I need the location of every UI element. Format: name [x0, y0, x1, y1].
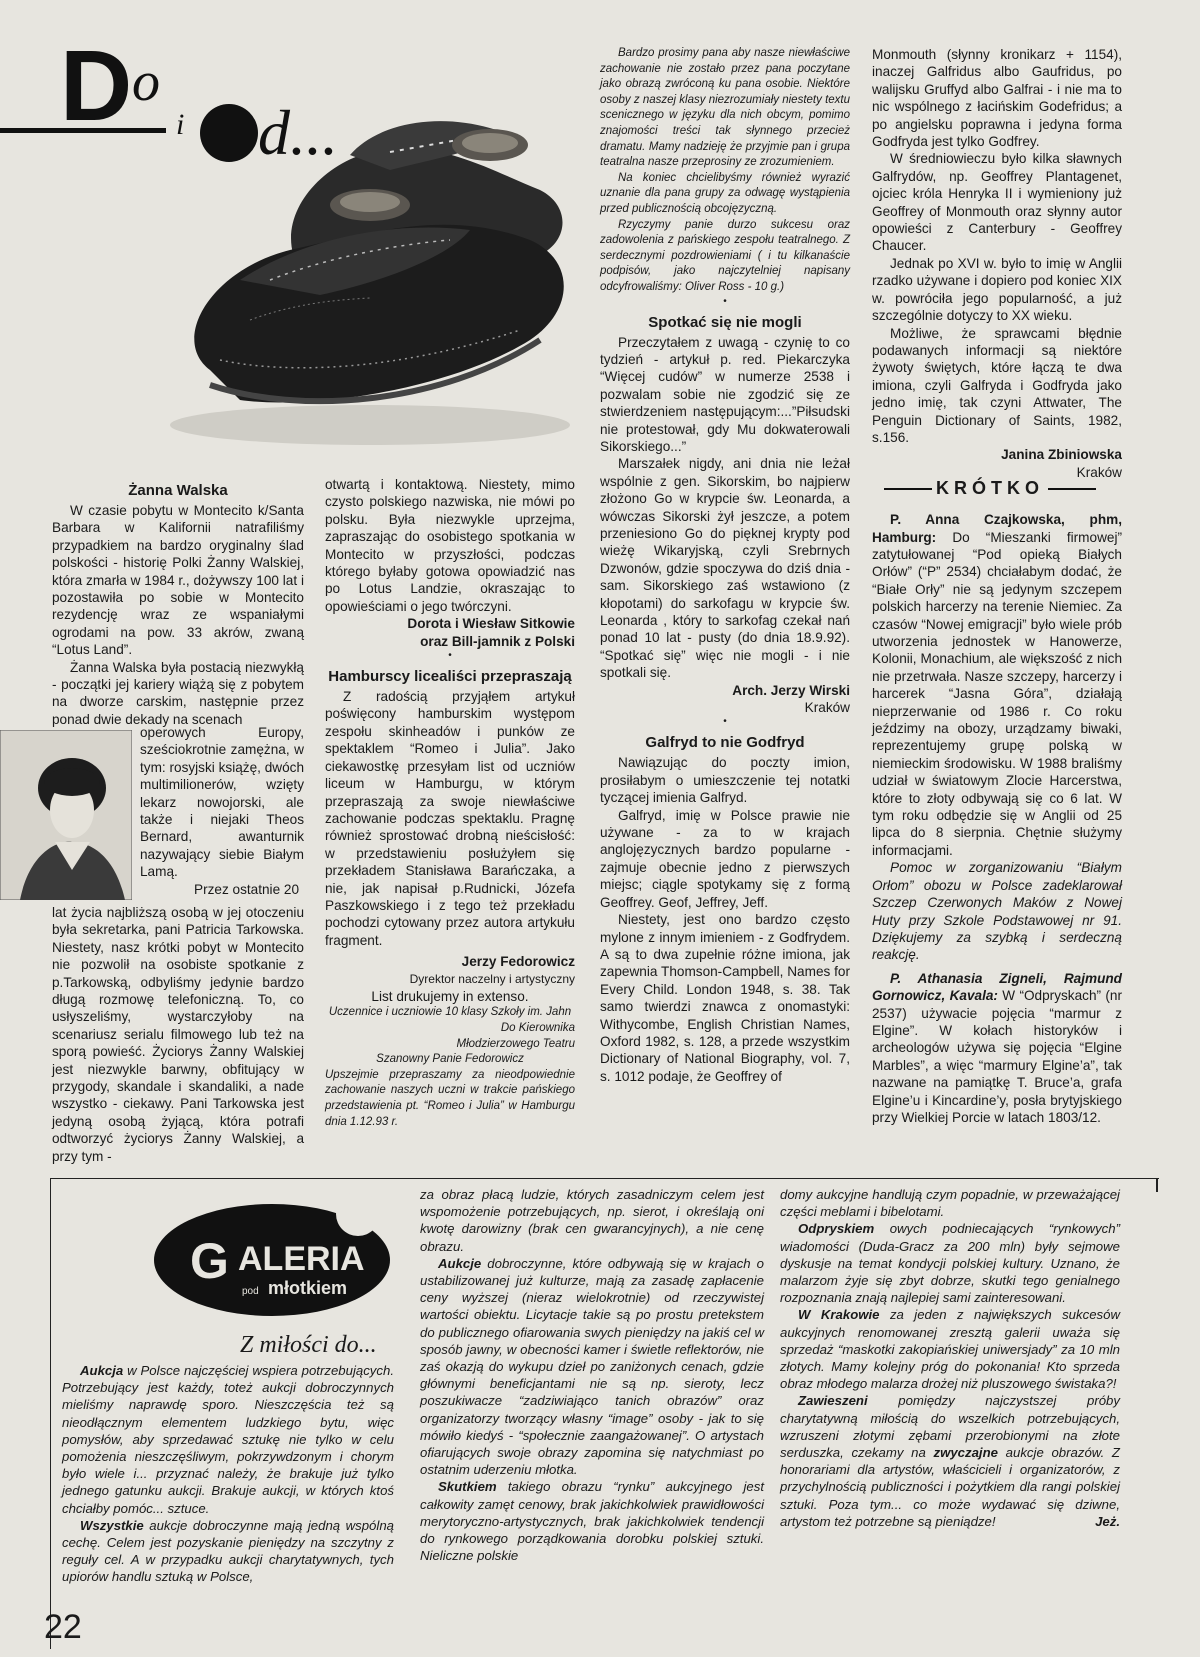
paragraph: otwartą i kontaktową. Niestety, mimo czysto polskiego nazwiska, nie mówi po polsku. Była niezwykle uprzejma, zapraszając do osobistego spotkania w Montecito w przyszłości, podczas którego byłaby gotowa opowiadzić nas po Lotus Landzie, okraszając to opowieściami o jego twórczyni.: [325, 477, 575, 614]
paragraph: w Polsce najczęściej wspiera potrzebujących. Potrzebujący jest każdy, toteż aukcji dobroczynnych mieliśmy naprawdę sporo. Nieszczęścia też są nieodłącznym elementem ludzkiego bytu, więc pomysłów, aby sprzedawać sztukę nie tylko w celu pomożenia nieszczęśliwym, pokrzywdzonym i chorym było wiele i... przyznać należy, że brakuje już tylko jednego gatunku aukcji. Brakuje aukcji, w których ktoś chciałby pomóc... sztuce.: [62, 1363, 394, 1516]
krotko-rule-left: [884, 488, 932, 490]
krotko-text: W “Odpryskach” (nr 2537) używacie pojęcia “marmur z Elgine”. W kołach historyków i archeologów używa się pojęcia “Elgine Marbles”, a więc “marmury Elgine’a”, tak nazwane na pamiątkę T. Bruce’a, grafa Elgine’u i Kincardine’y, posła brytyjskiego przy Wielkiej Porcie w latach 1803/12.: [872, 988, 1122, 1125]
paragraph: Nawiązując do poczty imion, prosiłabym o umieszczenie tej notatki tyczącej imienia Galfryd.: [600, 755, 850, 806]
signature-role: Dyrektor naczelny i artystyczny: [409, 971, 575, 986]
paragraph: za obraz płacą ludzie, których zasadniczym celem jest wspomożenie potrzebujących, np. sierot, i określają oni kwotę darowizny (brak cen gwarancyjnych), a nie cenę obrazu.: [420, 1187, 764, 1254]
paragraph: Galfryd, imię w Polsce prawie nie używane - za to w krajach anglojęzycznych bardzo popularne - zajmuje obecnie jedno z pierwszych miejsc; ciągle spotykamy się z formą Geoffrey. Geof, Jeffrey, Jeff.: [600, 807, 850, 910]
title-letter-i: i: [176, 108, 185, 141]
lead-word: Aukcje: [438, 1255, 482, 1271]
paragraph: za jeden z największych sukcesów aukcyjnych renomowanej zresztą galerii uważa się sprzedaż “maskotki zakopiańskiej uniwersjady” za 10 mln złotych. Mamy kolejny próg do pokonania! Kto sprzeda obraz młodego malarza drożej niż pluszowego świstaka?!: [780, 1307, 1120, 1392]
title-letter-d-ellipsis: d...: [258, 97, 338, 168]
krotko-text: Do “Mieszanki firmowej” zatytułowanej “Pod opieką Białych Orłów” (“P” 2534) chciałabym dodać, że “Białe Orły” nie są jedynym szczepem polskich harcerzy na terenie Niemiec. Za czasów “Nowej emigracji” było wiele prób utworzenia jednostek w Hanowerze, Kolonii, Monachium, ale większość z nich nie przetrwała. Nasze szczepy, harcerzy i harcerek “Jasna Góra”, działają nieprzerwanie od 1986 r. Co roku jeździmy na obozy, urządzamy biwaki, reprezentujemy grupę polską w niemieckim środowisku. W 1988 braliśmy udział w światowym Zlocie Harcerstwa, które to złoty odbywają się co 6 lat. W tym roku odbędzie się w Anglii od 25 lipca do 8 sierpnia. Chętnie służymy informacjami.: [872, 529, 1122, 858]
signature-city: Kraków: [1076, 464, 1122, 480]
signature: Dorota i Wiesław Sitkowie: [407, 616, 575, 632]
heading-spotkac: Spotkać się nie mogli: [648, 313, 802, 331]
column-krotko: [872, 46, 1122, 1126]
emphasis: zwyczajne: [933, 1445, 998, 1461]
paragraph: Z radością przyjąłem artykuł poświęcony hamburskim występom zespołu skinheadów i punków ze spektaklem “Romeo i Julia”. Jako ciekawostkę przesyłam list od uczniów liceum w Hamburgu, w którym przepraszają za swoje niewłaściwe zachowanie podczas spektaklu. Pragnę również sprostować drobną nieścisłość: w przedstawieniu posłużyłem się przekładem Stanisława Barańczaka, a nie, jak napisał p.Rudnicki, Józefa Paszkowskiego i z tego też przekładu pochodzi cytowany przez autora artykułu fragment.: [325, 689, 575, 948]
column-zanna-walska-cont: [52, 904, 304, 1165]
krotko-lead: P. Athanasia Zigneli, Rajmund Gornowicz, Kavala:: [872, 970, 1122, 1004]
krotko-lead: P. Anna Czajkowska, phm, Hamburg:: [872, 512, 1122, 545]
heading-galfryd: Galfryd to nie Godfryd: [645, 734, 805, 752]
lead-word: W Krakowie: [798, 1307, 880, 1323]
logo-aleria: ALERIA: [238, 1240, 365, 1278]
paragraph: Przeczytałem z uwagą - czynię to co tydzień - artykuł p. red. Piekarczyka “Więcej cudów” w numerze 2538 i pozwalam sobie nie zgodzić się ze stwierdzeniem następującym:...”Piłsudski nie protestował, gdy Mu dokwaterowali Sikorskiego...”: [600, 334, 850, 454]
portrait-photo: [0, 730, 132, 900]
letter-line: Do Kierownika: [500, 1021, 575, 1034]
signature: Arch. Jerzy Wirski: [732, 682, 850, 698]
paragraph: dobroczynne, które odbywają się w krajach o ustabilizowanej już kulturze, mają za zasadę zapłacenie ceny wyższej (nieraz wielokrotnie) od rzeczywistej wartości obiektu. Licytacje takie są po prostu pretekstem do publicznego ofiarowania swych pieniędzy na jakiś cel w sposób jawny, w obecności kamer i świetle reflektorów, nie zaś okazją do wykupu dzieł po zaniżonych cenach, gdzie głównymi beneficjantami nie są np. sieroty, lecz poszukiwacze “zadziwiająco tanich obrazów” oraz organizatorzy tworzący własny “image” osoby - jak to się mówiło kiedyś - “społecznie zaangażowanej”. O artystach ofiarujących swoje obrazy zapomina się natychmiast po ostatnim uderzeniu młotka.: [420, 1255, 764, 1478]
column-letters: [600, 46, 850, 1085]
paragraph: Możliwe, że sprawcami błędnie podawanych informacji są niektóre żywoty świętych, które łączą te dwa imiona, czyli Galfryda i Godfryda jako jedno imię, tak czyni Attwater, The Penguin Dictionary of Saints, 1982, s.156.: [872, 325, 1122, 445]
krotko-rule-right: [1048, 488, 1096, 490]
krotko-title: KRÓTKO: [936, 478, 1044, 498]
krotko-header: [870, 478, 1110, 499]
paragraph: W średniowieczu było kilka sławnych Galfrydów, np. Geoffrey Plantagenet, ojciec króla Henryka II i wymieniony już Geoffrey of Monmouth oraz słynny autor opowieści z Canterbury - Geoffrey Chaucer.: [872, 151, 1122, 254]
letter-line: Uczennice i uczniowie 10 klasy Szkoły im. Jahn: [328, 1006, 572, 1019]
paragraph: Przez ostatnie 20: [194, 881, 300, 897]
logo-pod: pod: [242, 1286, 259, 1297]
paragraph: W czasie pobytu w Montecito k/Santa Barbara w Kalifornii natrafiliśmy przypadkiem na bardzo oryginalny ślad polskości - historię Polki Żanny Walskiej, która zmarła w 1984 r., dożywszy 100 lat i pozostawiła po sobie w Montecito rezydencję wraz ze wspaniałymi ogrodami na pow. 33 akrów, zwaną “Lotus Land”.: [52, 503, 304, 658]
paragraph: domy aukcyjne handlują czym popadnie, w przeważającej części meblami i bibelotami.: [780, 1187, 1120, 1220]
logo-letter-g: G: [190, 1233, 229, 1289]
letter-paragraph: Na koniec chcielibyśmy również wyrazić uznanie dla pana grupy za odwagę wystąpienia przed publicznością obcojęzyczną.: [600, 171, 850, 215]
paragraph: Monmouth (słynny kronikarz + 1154), inaczej Galfridus albo Gaufridus, po walijsku Gruffyd albo Galfrai - i nie ma to nic wspólnego z łacińskim Godefridus; a po angielsku poprawna i jedyna forma Godfryda jest tylko Godfrey.: [872, 47, 1122, 150]
lead-word: Skutkiem: [438, 1479, 497, 1495]
column-zanna-walska-wrap: [140, 724, 304, 898]
galeria-frame-corner: [1156, 1178, 1158, 1192]
paragraph: Jednak po XVI w. było to imię w Anglii rzadko używane i dopiero pod koniec XIX w. powróciła jego popularność, a już szczególnie dotyczy to XX wieku.: [872, 255, 1122, 324]
logo-mlotkiem: młotkiem: [268, 1278, 348, 1298]
signature-city: Kraków: [804, 700, 850, 716]
paragraph: lat życia najbliższą osobą w jej otoczeniu była sekretarka, pani Patricia Tarkowska. Niestety, nasz krótki pobyt w Montecito nie pozwolił na osobiste spotkanie z p.Tarkowską, odbyliśmy jedynie bardzo długą rozmowę telefoniczną. To, co usłyszeliśmy, wystarczyłoby na scenariusz serialu filmowego lub też na sporą powieść. Życiorys Żanny Walskiej jest niezwykle barwny, obfitujący w przygody, skandale i skandaliki, a nade wszystko - ciekawy. Pani Tarkowska jest jedyną osobą żyjącą, która potrafi odtworzyć życiorys Żanny Walskiej, a przy tym -: [52, 905, 304, 1164]
paragraph: aukcje dobroczynne mają jedną wspólną cechę. Celem jest pozyskanie pieniędzy na szczytny z reguły cel. A w przypadku aukcji charytatywnych, tych upiorów handlu sztuką w Polsce,: [62, 1517, 394, 1585]
paragraph: pomiędzy najczystszej próby charytatywną miłością do wszelkich potrzebujących, wzruszeni złotymi zębami przerobionymi na złote serduszka, czekamy na: [780, 1393, 1120, 1461]
galeria-subtitle: Z miłości do...: [240, 1332, 377, 1358]
paragraph: operowych Europy, sześciokrotnie zamężna, w tym: rosyjski książę, dwóch multimilionerów, wzięty lekarz nowojorski, ale także i niejaki Theos Bernard, awanturnik nazywający siebie Białym Lamą.: [140, 725, 304, 880]
section-bullet: •: [448, 650, 452, 662]
letter-paragraph: Rzyczymy panie durzo sukcesu oraz zadowolenia z pańskiego zespołu teatralnego. Z serdecznymi pozdrowieniami ( i tu kilkanaście podpisów, jako najczytelniej napisany odcyfrowaliśmy: Oliver Ross - 10 g.): [600, 218, 850, 293]
galeria-column-2: [420, 1186, 764, 1564]
paragraph: List drukujemy in extenso.: [371, 988, 529, 1004]
letter-paragraph: Bardzo prosimy pana aby nasze niewłaściwe zachowanie nie zostało przez pana poczytane jako obrazą zwróconą ku pana osobie. Niektóre osoby z naszej klasy niezrozumiały niestety textu scenicznego w języku dla nich obcym, pomimo znajomości treści tak słynnego przecież dramatu. Mamy nadzieję że przyjmie pan i grupa teatralna nasze przeprosiny ze zrozumieniem.: [600, 47, 850, 169]
paragraph: Niestety, jest ono bardzo często mylone z innym imieniem - z Godfrydem. A są to dwa zupełnie różne imiona, jak zapewnia Thomson-Campbell, Names for Every Child. London 1948, s. 38. Tak samo twierdzi znawca z onomastyki: Withycombe, English Christian Names, Oxford 1982, s. 128, a przede wszystkim Dictionary of National Biography, vol. 7, s. 1012 podaje, że Geoffrey of: [600, 912, 850, 1084]
section-bullet: •: [723, 295, 727, 307]
letter-line: Młodzierzowego Teatru: [456, 1037, 575, 1050]
krotko-italic: Pomoc w zorganizowaniu “Białym Orłom” obozu w Polsce zadeklarował Szczep Czerwonych Maków z Nowej Huty przy Szkole Podstawowej nr 91. Dziękujemy za szybką i serdeczną reakcję.: [872, 860, 1122, 963]
column-zanna-walska: [52, 476, 304, 728]
title-letter-d: D: [60, 30, 133, 142]
section-bullet: •: [723, 716, 727, 728]
lead-word: Wszystkie: [80, 1517, 144, 1533]
heading-zanna-walska: Żanna Walska: [128, 482, 228, 499]
paragraph: owych podniecających “rynkowych” wiadomości (Duda-Gracz za 200 mln) były sejmowe dyskusje na temat kondycji polskiej kultury. Uznano, że malarzom żyje się zbyt dobrze, skutki tego genialnego rozpoznania znają najlepiej sami zainteresowani.: [780, 1221, 1120, 1306]
lead-word: Aukcja: [80, 1363, 124, 1378]
title-letter-o: o: [132, 51, 160, 113]
heading-hamburscy: Hamburscy licealiści przepraszają: [328, 668, 572, 686]
galeria-column-1: [62, 1362, 394, 1586]
galeria-signature: Jeż.: [1095, 1514, 1120, 1530]
letter-line: Szanowny Panie Fedorowicz: [376, 1053, 524, 1066]
column-hamburg: [325, 476, 575, 1130]
paragraph: Żanna Walska była postacią niezwykłą - początki jej kariery wiążą się z pobytem na dworze carskim, następnie przez ponad dwie dekady na scenach: [52, 659, 304, 727]
signature: Jerzy Fedorowicz: [461, 954, 575, 970]
letter-line: Upszejmie przepraszamy za nieodpowiednie zachowanie naszych uczni w trakcie pańskiego przedstawienia pt. “Romeo i Julia” w Hamburgu dnia 1.12.93 r.: [325, 1068, 575, 1128]
signature: Janina Zbiniowska: [1001, 447, 1122, 463]
paragraph: aukcje obrazów. Z honorariami dla artystów, właścicieli i organizatorów, z przychylnością publiczności i pożytkiem dla rangi polskiej sztuki. Poza tym... co może wydawać się dziwne, artystom też potrzebne są pieniądze!: [780, 1445, 1120, 1529]
signature: oraz Bill-jamnik z Polski: [420, 633, 575, 649]
galeria-column-3: [780, 1186, 1120, 1530]
galeria-logo: [150, 1192, 400, 1324]
page-number: 22: [44, 1608, 82, 1646]
paragraph: Marszałek nigdy, ani dnia nie leżał wspólnie z gen. Sikorskim, bo najpierw złożono Go w krypcie św. Leonarda, a wówczas Sikorski żył jeszcze, a potem przeniesiono Go do pięknej krypty pod wieżę Wikaryjską, czyli Srebrnych Dzwonów, gdzie spoczywa do dziś dnia - sam. Sikorskiego zaś wstawiono (z kłopotami) do sarkofagu w krypcie św. Leonarda , który to sarkofag czekał nań ponad 10 lat - pusty (do dnia 18.9.92). “Spotkać się” więc nie mogli - i nie spotkali się.: [600, 456, 850, 681]
lead-word: Odpryskiem: [798, 1221, 875, 1237]
lead-word: Zawieszeni: [798, 1393, 868, 1409]
shoe-illustration: [150, 40, 580, 450]
paragraph: takiego obrazu “rynku” aukcyjnego jest całkowity zamęt cenowy, brak jakichkolwiek prawidłowości merytoryczno-artystycznych, brak jakichkolwiek tendencji do rynkowego porządkowania dorobku polskiej sztuki. Nieliczne polskie: [420, 1479, 764, 1564]
